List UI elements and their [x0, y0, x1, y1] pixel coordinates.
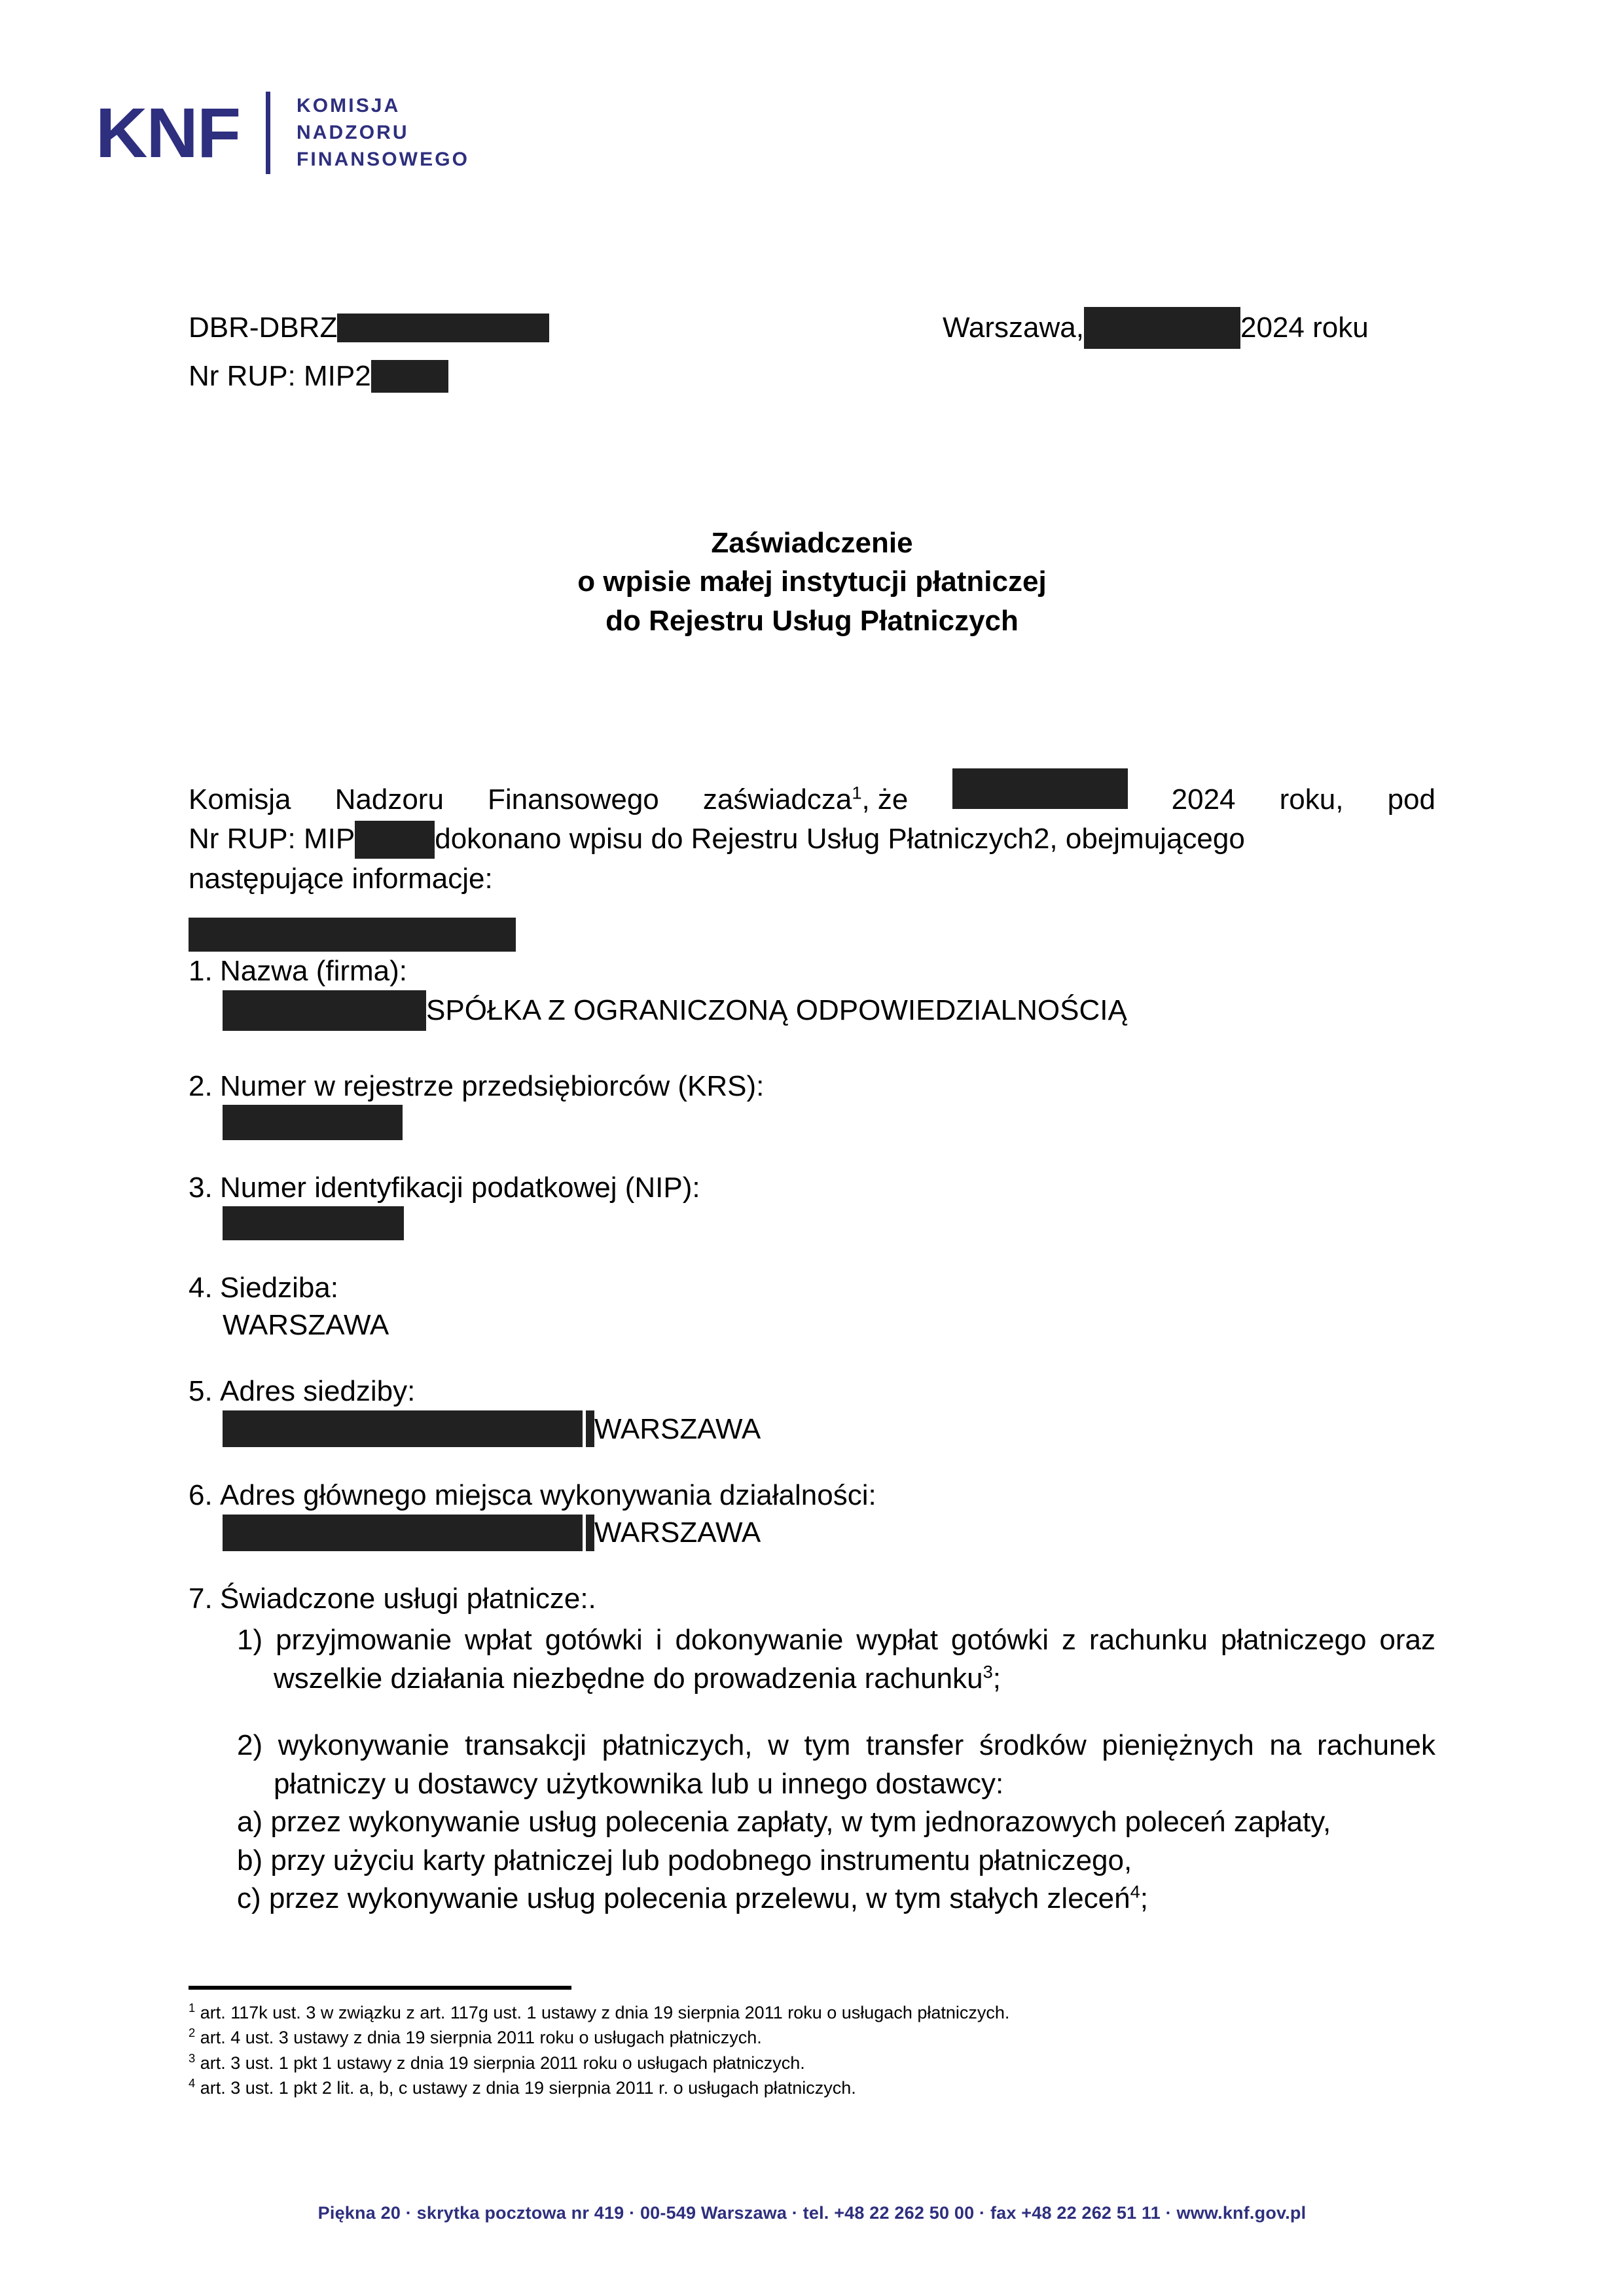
logo-word-nadzoru: NADZORU	[296, 122, 409, 143]
service-item-1-text-b: wszelkie działania niezbędne do prowadzenia rachunku	[274, 1662, 983, 1695]
registry-items-list	[189, 914, 1435, 1918]
registered-address-redaction	[223, 1410, 583, 1447]
knf-logo	[97, 84, 469, 182]
company-name-redaction-row	[189, 914, 1435, 953]
company-name-redaction	[223, 990, 426, 1031]
intro-rup-rest: dokonano wpisu do Rejestru Usług Płatniczych2, obejmującego	[435, 823, 1245, 855]
registry-item-5-value	[189, 1410, 1435, 1448]
main-address-city: WARSZAWA	[594, 1516, 761, 1549]
case-number-prefix: DBR-DBRZ	[189, 311, 338, 344]
footnote-ref-4: 4	[1130, 1881, 1140, 1902]
registry-item-4-value: WARSZAWA	[223, 1309, 389, 1342]
rup-number-row	[189, 356, 1435, 397]
footnote-3	[189, 2051, 1435, 2075]
footnote-1-text: art. 117k ust. 3 w związku z art. 117g ust. 1 ustawy z dnia 19 sierpnia 2011 roku o usługach płatniczych.	[200, 2003, 1010, 2022]
service-item-2-text-b: płatniczy u dostawcy użytkownika lub u innego dostawcy:	[274, 1767, 1004, 1800]
service-subitem-c-label: c)	[237, 1882, 261, 1915]
service-subitem-b	[189, 1842, 1435, 1880]
registered-address-city: WARSZAWA	[594, 1412, 761, 1445]
title-line-2: o wpisie małej instytucji płatniczej	[577, 565, 1047, 598]
krs-number-redaction	[223, 1105, 403, 1140]
registry-item-3	[189, 1169, 1435, 1240]
rup-number-redaction	[371, 360, 448, 393]
place-label: Warszawa,	[943, 311, 1084, 344]
service-subitem-a-label: a)	[237, 1806, 263, 1839]
footnote-2-text: art. 4 ust. 3 ustawy z dnia 19 sierpnia 2011 roku o usługach płatniczych.	[200, 2028, 762, 2048]
company-name-top-redaction	[189, 918, 516, 952]
service-subitem-a	[189, 1803, 1435, 1842]
service-item-2-num: 2)	[237, 1729, 263, 1762]
rup-number-prefix: Nr RUP: MIP2	[189, 359, 371, 392]
knf-logo-mark: KNF	[95, 93, 240, 172]
intro-line-3: następujące informacje:	[189, 862, 493, 895]
service-subitem-b-text: przy użyciu karty płatniczej lub podobnego instrumentu płatniczego,	[270, 1844, 1132, 1876]
registry-item-6-label: 6. Adres głównego miejsca wykonywania działalności:	[189, 1479, 876, 1511]
service-subitem-b-label: b)	[237, 1844, 263, 1876]
intro-rup-prefix: Nr RUP: MIP	[189, 823, 355, 855]
intro-w-zaswiadcza: zaświadcza$^1$, że	[702, 782, 909, 816]
registry-item-6-value	[189, 1514, 1435, 1551]
company-legal-form: SPÓŁKA Z OGRANICZONĄ ODPOWIEDZIALNOŚCIĄ	[426, 994, 1127, 1027]
footnote-1-marker: 1	[189, 2001, 196, 2015]
header-reference-row	[189, 308, 1435, 348]
registry-item-6	[189, 1477, 1435, 1551]
service-item-1-num: 1)	[237, 1624, 263, 1657]
registry-item-2-value	[189, 1105, 1435, 1140]
registry-item-3-value	[189, 1206, 1435, 1240]
main-address-redaction	[223, 1515, 583, 1551]
title-line-1: Zaświadczenie	[711, 527, 913, 559]
logo-word-komisja: KOMISJA	[296, 95, 401, 117]
intro-line-2	[189, 819, 1435, 859]
service-item-1-text-a: przyjmowanie wpłat gotówki i dokonywanie wypłat gotówki z rachunku płatniczego oraz	[276, 1624, 1435, 1657]
registry-item-5	[189, 1372, 1435, 1447]
registry-item-7-label: 7. Świadczone usługi płatnicze:.	[189, 1583, 596, 1615]
footnote-1	[189, 2000, 1435, 2025]
page-footer: Piękna 20 · skrytka pocztowa nr 419 · 00-549 Warszawa · tel. +48 22 262 50 00 · fax +48 22 262 51 11 · www.knf.gov.pl	[317, 2203, 1307, 2223]
footnote-ref-3: 3	[983, 1661, 993, 1682]
registry-item-4	[189, 1269, 1435, 1344]
registry-item-1-value	[189, 990, 1435, 1031]
footnote-4-marker: 4	[189, 2075, 196, 2090]
document-title	[189, 524, 1435, 640]
logo-word-finansowego: FINANSOWEGO	[296, 149, 470, 170]
footnote-3-text: art. 3 ust. 1 pkt 1 ustawy z dnia 19 sierpnia 2011 roku o usługach płatniczych.	[200, 2053, 805, 2073]
service-subitem-a-text: przez wykonywanie usług polecenia zapłaty, w tym jednorazowych poleceń zapłaty,	[270, 1806, 1331, 1839]
registry-item-2-label: 2. Numer w rejestrze przedsiębiorców (KRS):	[189, 1069, 765, 1102]
document-body	[189, 308, 1435, 1918]
intro-date-redaction	[952, 768, 1128, 809]
footnotes-section	[189, 1986, 1435, 2100]
footnote-2	[189, 2025, 1435, 2050]
nip-number-redaction	[223, 1206, 404, 1240]
rup-number	[189, 357, 448, 396]
case-number-redaction	[337, 314, 549, 342]
intro-w-komisja: Komisja	[189, 783, 291, 816]
service-item-2	[189, 1727, 1435, 1803]
registry-item-1-label: 1. Nazwa (firma):	[189, 955, 408, 988]
registry-item-1	[189, 914, 1435, 1031]
service-subitem-c: c) przez wykonywanie usług polecenia przelewu, w tym stałych zleceń$^4$;	[237, 1881, 1149, 1915]
intro-paragraph	[189, 768, 1435, 899]
intro-rup-redaction	[355, 821, 435, 859]
registry-item-3-label: 3. Numer identyfikacji podatkowej (NIP):	[189, 1171, 700, 1204]
service-item-1: 1) przyjmowanie wpłat gotówki i dokonywanie wypłat gotówki z rachunku płatniczego oraz wszelkie działania niezbędne do prowadzenia rachunku$^3$;	[237, 1624, 1435, 1695]
footnote-4-text: art. 3 ust. 1 pkt 2 lit. a, b, c ustawy z dnia 19 sierpnia 2011 r. o usługach płatniczych.	[200, 2077, 856, 2098]
footnote-2-marker: 2	[189, 2026, 196, 2040]
intro-w-pod: pod	[1387, 783, 1435, 816]
intro-w-nadzoru: Nadzoru	[334, 783, 444, 816]
registry-item-4-label: 4. Siedziba:	[189, 1272, 339, 1304]
footnote-4	[189, 2075, 1435, 2100]
footnote-ref-1: 1	[852, 782, 862, 803]
title-line-3: do Rejestru Usług Płatniczych	[605, 604, 1019, 637]
intro-line-1	[189, 768, 1435, 819]
year-suffix: 2024 roku	[1240, 311, 1369, 344]
registered-address-redaction-small	[586, 1410, 594, 1447]
service-subitem-c-text: przez wykonywanie usług polecenia przelewu, w tym stałych zleceń	[268, 1882, 1130, 1915]
date-redaction	[1084, 307, 1240, 349]
intro-w-finansowego: Finansowego	[488, 783, 659, 816]
registry-item-7	[189, 1580, 1435, 1918]
main-address-redaction-small	[586, 1515, 594, 1551]
intro-w-roku: roku,	[1279, 783, 1344, 816]
place-and-date	[943, 308, 1369, 348]
case-number	[189, 309, 549, 348]
service-item-2-text-a: wykonywanie transakcji płatniczych, w tym transfer środków pieniężnych na rachunek	[278, 1729, 1435, 1762]
footnote-separator	[189, 1986, 571, 1990]
knf-logo-wordmark	[297, 96, 469, 170]
registry-item-2	[189, 1067, 1435, 1140]
logo-divider	[266, 92, 270, 174]
intro-w-2024: 2024	[1171, 783, 1236, 816]
footnote-3-marker: 3	[189, 2051, 196, 2065]
registry-item-5-label: 5. Adres siedziby:	[189, 1375, 416, 1408]
